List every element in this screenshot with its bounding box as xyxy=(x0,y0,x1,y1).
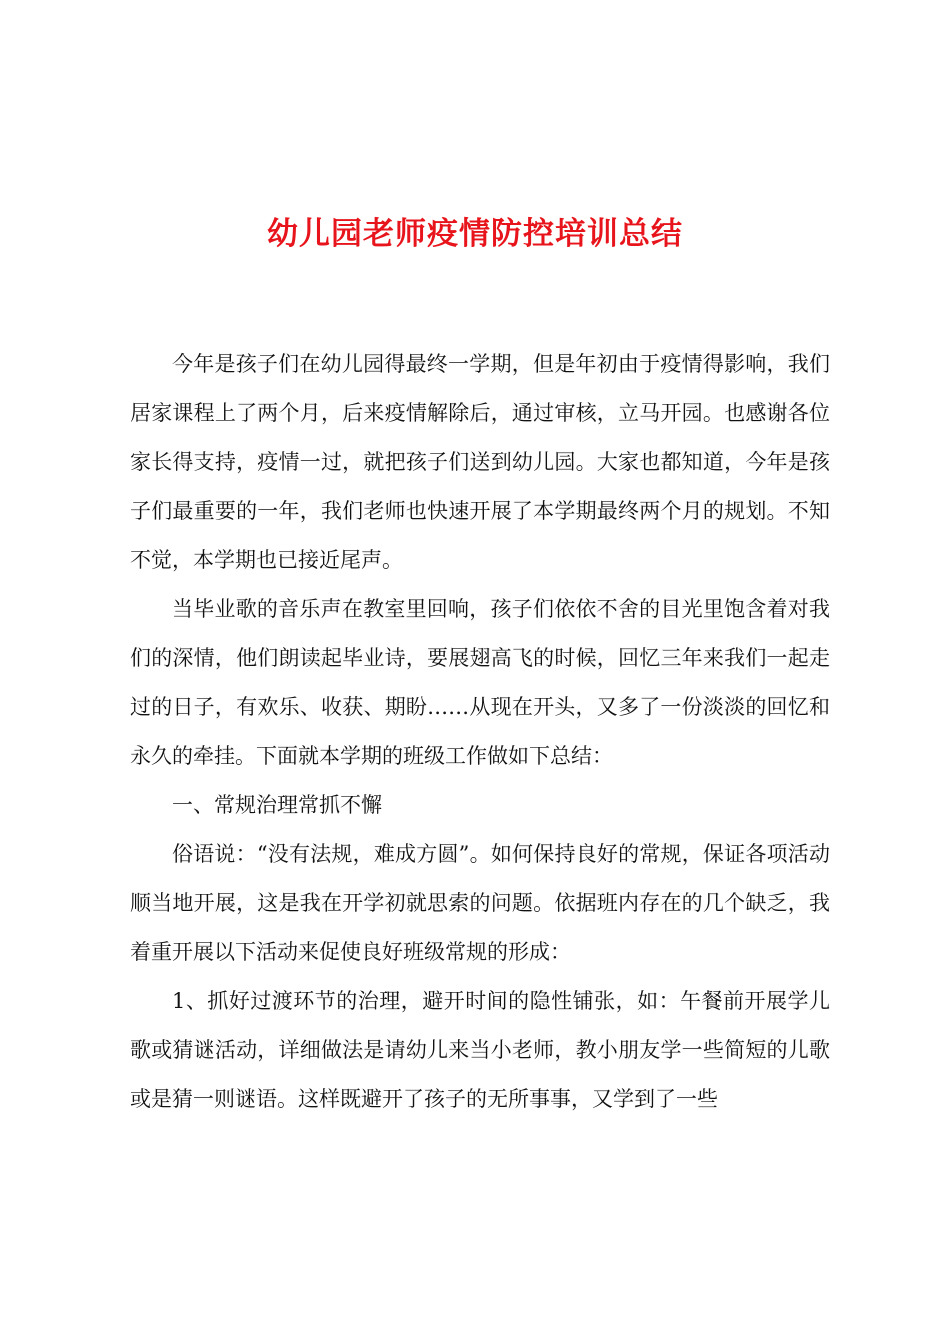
paragraph: 今年是孩子们在幼儿园得最终一学期，但是年初由于疫情得影响，我们居家课程上了两个月，后来疫情解除后，通过审核，立马开园。也感谢各位家长得支持，疫情一过，就把孩子们送到幼儿园。大家也都知道，今年是孩子们最重要的一年，我们老师也快速开展了本学期最终两个月的规划。不知不觉，本学期也已接近尾声。 xyxy=(130,352,830,572)
paragraph: 当毕业歌的音乐声在教室里回响，孩子们依依不舍的目光里饱含着对我们的深情，他们朗读起毕业诗，要展翅高飞的时候，回忆三年来我们一起走过的日子，有欢乐、收获、期盼……从现在开头，又多了一份淡淡的回忆和永久的牵挂。下面就本学期的班级工作做如下总结： xyxy=(130,597,830,768)
document-body xyxy=(130,340,830,1124)
paragraph: 俗语说：“没有法规，难成方圆”。如何保持良好的常规，保证各项活动顺当地开展，这是我在开学初就思索的问题。依据班内存在的几个缺乏，我着重开展以下活动来促使良好班级常规的形成： xyxy=(130,842,830,964)
section-heading: 一、常规治理常抓不懈 xyxy=(172,793,382,817)
document-title: 幼儿园老师疫情防控培训总结 xyxy=(267,216,683,252)
paragraph: 1、抓好过渡环节的治理，避开时间的隐性铺张，如：午餐前开展学儿歌或猜谜活动，详细做法是请幼儿来当小老师，教小朋友学一些简短的儿歌或是猜一则谜语。这样既避开了孩子的无所事事，又学到了一些 xyxy=(130,989,830,1111)
